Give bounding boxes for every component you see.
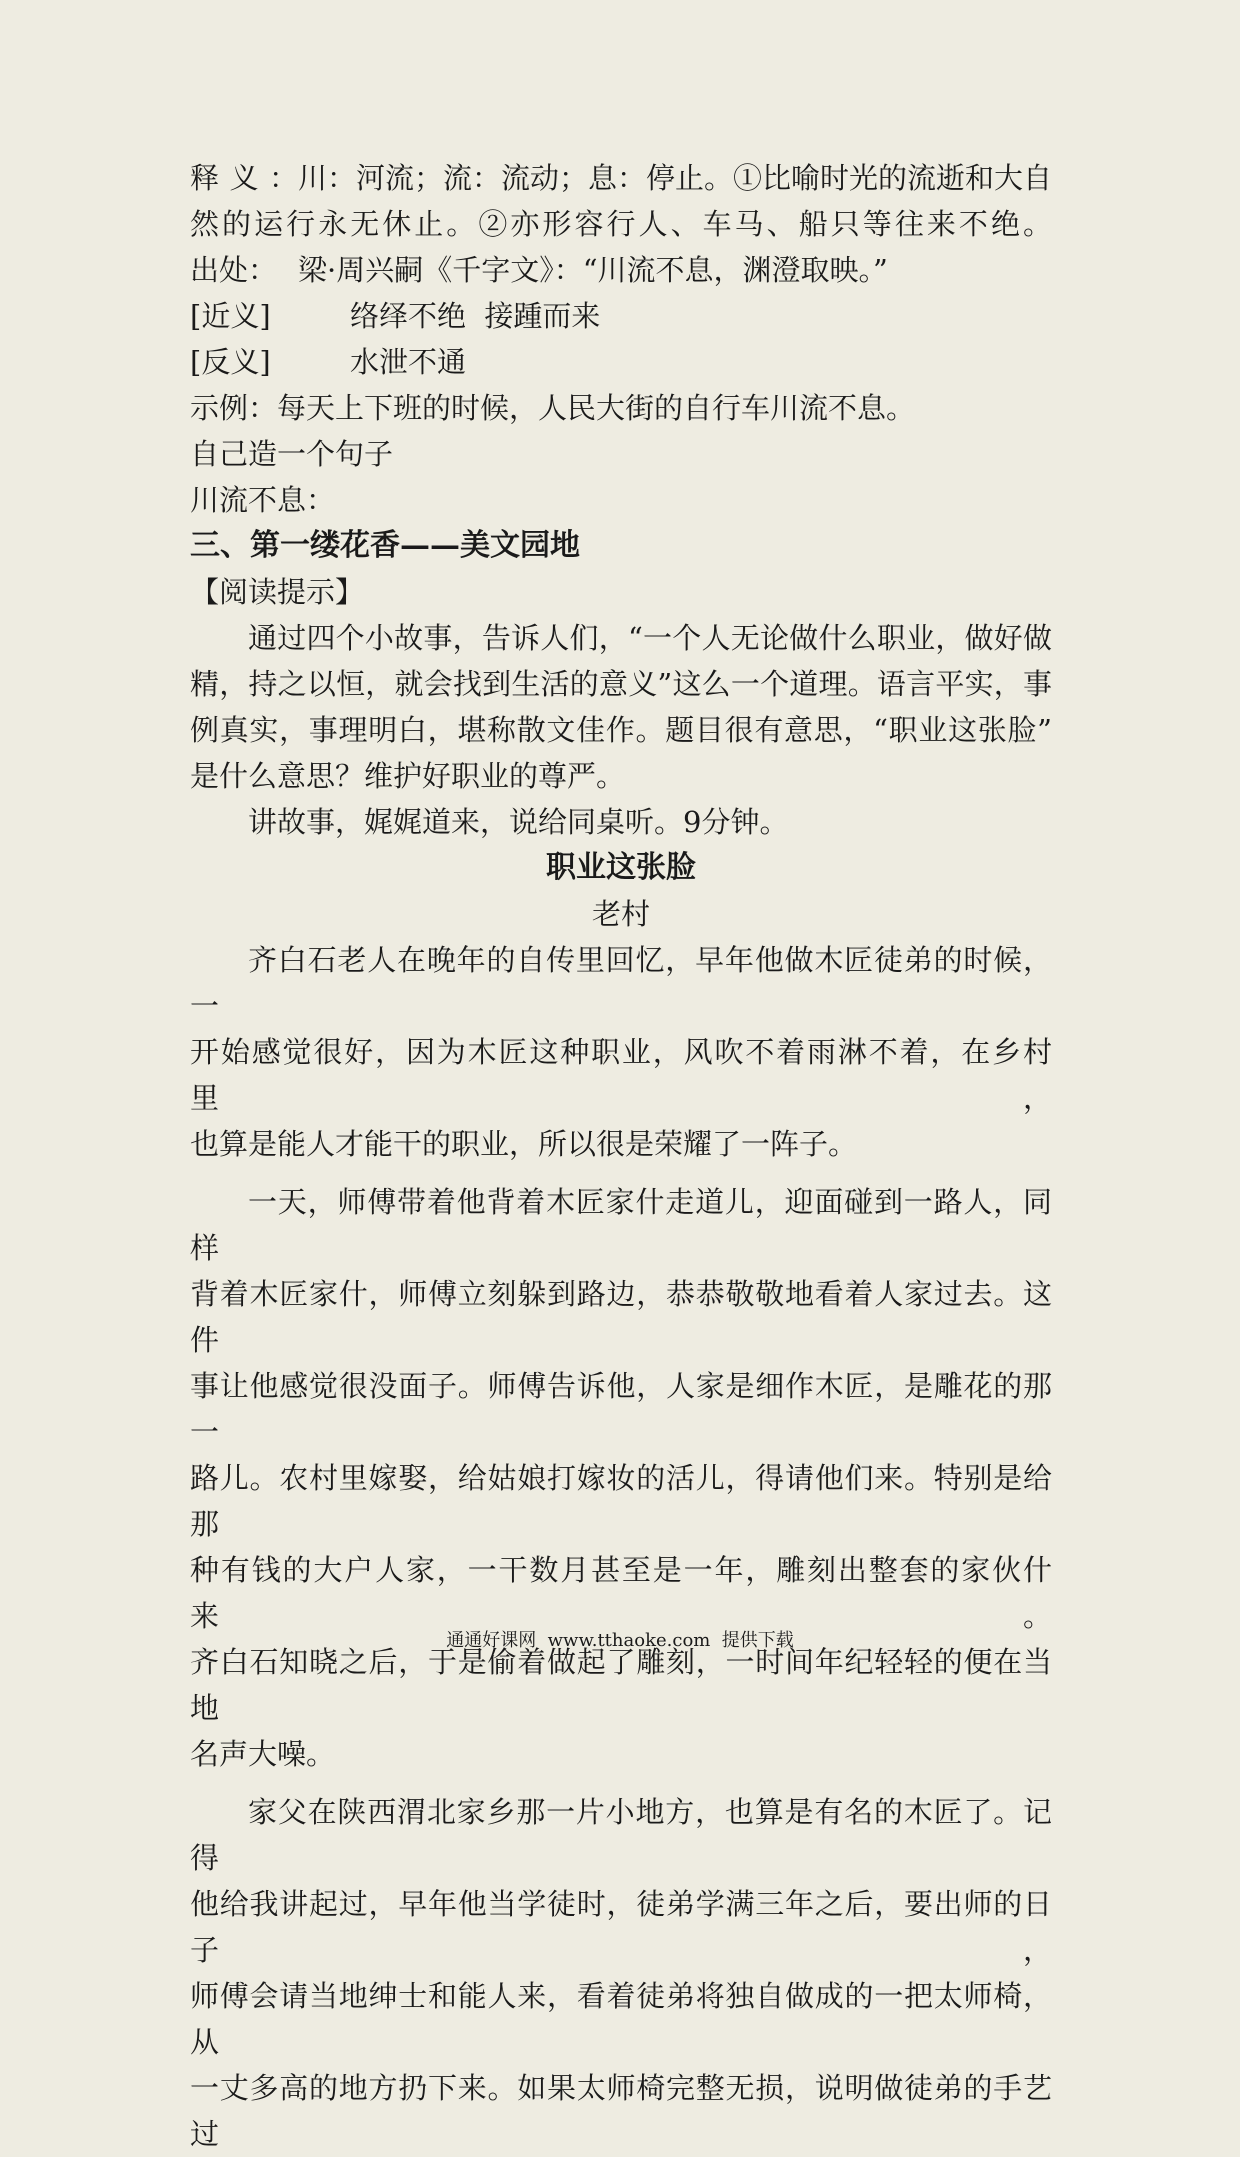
- paragraph-line: 家父在陕西渭北家乡那一片小地方，也算是有名的木匠了。记得: [190, 1795, 1052, 1875]
- reading-task: 讲故事，娓娓道来，说给同桌听。9分钟。: [248, 805, 789, 839]
- paragraph-line: 名声大噪。: [190, 1737, 336, 1771]
- idiom-meaning: [190, 155, 1052, 247]
- antonym-label: [反义]: [190, 345, 271, 379]
- paragraph-line: 齐白石老人在晚年的自传里回忆，早年他做木匠徒弟的时候，一: [190, 943, 1052, 1023]
- tip-line: 是什么意思？维护好职业的尊严。: [190, 759, 626, 793]
- page-footer: 通通好课网 www.tthaoke.com 提供下载: [446, 1630, 794, 1651]
- source-label: 出处：: [190, 253, 278, 287]
- section-heading: 三、第一缕花香——美文园地: [190, 528, 580, 563]
- paragraph-line: 事让他感觉很没面子。师傅告诉他，人家是细作木匠，是雕花的那一: [190, 1369, 1052, 1449]
- paragraph-line: 也算是能人才能干的职业，所以很是荣耀了一阵子。: [190, 1127, 858, 1161]
- paragraph-line: 开始感觉很好，因为木匠这种职业，风吹不着雨淋不着，在乡村里，: [190, 1035, 1052, 1115]
- idiom-meaning-line: 然的运行永无休止。②亦形容行人、车马、船只等往来不绝。: [190, 207, 1052, 241]
- paragraph-line: 他给我讲起过，早年他当学徒时，徒弟学满三年之后，要出师的日子，: [190, 1887, 1052, 1967]
- idiom-antonyms: [190, 339, 1052, 385]
- tip-line: 通过四个小故事，告诉人们，“一个人无论做什么职业，做好做: [248, 621, 1052, 655]
- idiom-meaning-line: 释义：川：河流；流：流动；息：停止。①比喻时光的流逝和大自: [190, 155, 1052, 201]
- page-content: [190, 155, 1052, 2157]
- idiom-example: 示例：每天上下班的时候，人民大街的自行车川流不息。: [190, 391, 916, 425]
- paragraph-line: 背着木匠家什，师傅立刻躲到路边，恭恭敬敬地看着人家过去。这件: [190, 1277, 1052, 1357]
- synonym-text: 络绎不绝 接踵而来: [350, 299, 601, 333]
- synonym-label: [近义]: [190, 299, 271, 333]
- paragraph-line: 种有钱的大户人家，一干数月甚至是一年，雕刻出整套的家伙什来。: [190, 1553, 1052, 1633]
- reading-tip-paragraph: [190, 615, 1052, 799]
- idiom-source: [190, 247, 1052, 293]
- article-paragraph: [190, 937, 1052, 1167]
- source-text: 梁·周兴嗣《千字文》：“川流不息，渊澄取映。”: [298, 253, 888, 287]
- exercise-prompt: 自己造一个句子: [190, 437, 394, 471]
- paragraph-line: 齐白石知晓之后，于是偷着做起了雕刻，一时间年纪轻轻的便在当地: [190, 1645, 1052, 1725]
- article-title: 职业这张脸: [546, 850, 696, 885]
- paragraph-line: 一天，师傅带着他背着木匠家什走道儿，迎面碰到一路人，同样: [190, 1185, 1052, 1265]
- idiom-synonyms: [190, 293, 1052, 339]
- antonym-text: 水泄不通: [350, 345, 467, 379]
- paragraph-line: 路儿。农村里嫁娶，给姑娘打嫁妆的活儿，得请他们来。特别是给那: [190, 1461, 1052, 1541]
- tip-line: 例真实，事理明白，堪称散文佳作。题目很有意思，“职业这张脸”: [190, 713, 1052, 747]
- article-paragraph: [190, 1179, 1052, 1777]
- article-paragraph: [190, 1789, 1052, 2157]
- article-author: 老村: [591, 897, 650, 931]
- meaning-label: 释义：: [190, 161, 298, 195]
- paragraph-line: 一丈多高的地方扔下来。如果太师椅完整无损，说明做徒弟的手艺过: [190, 2071, 1052, 2151]
- exercise-line: 川流不息：: [190, 483, 336, 517]
- reading-tip-label: 【阅读提示】: [190, 575, 365, 609]
- tip-line: 精，持之以恒，就会找到生活的意义”这么一个道理。语言平实，事: [190, 667, 1052, 701]
- paragraph-line: 师傅会请当地绅士和能人来，看着徒弟将独自做成的一把太师椅，从: [190, 1979, 1052, 2059]
